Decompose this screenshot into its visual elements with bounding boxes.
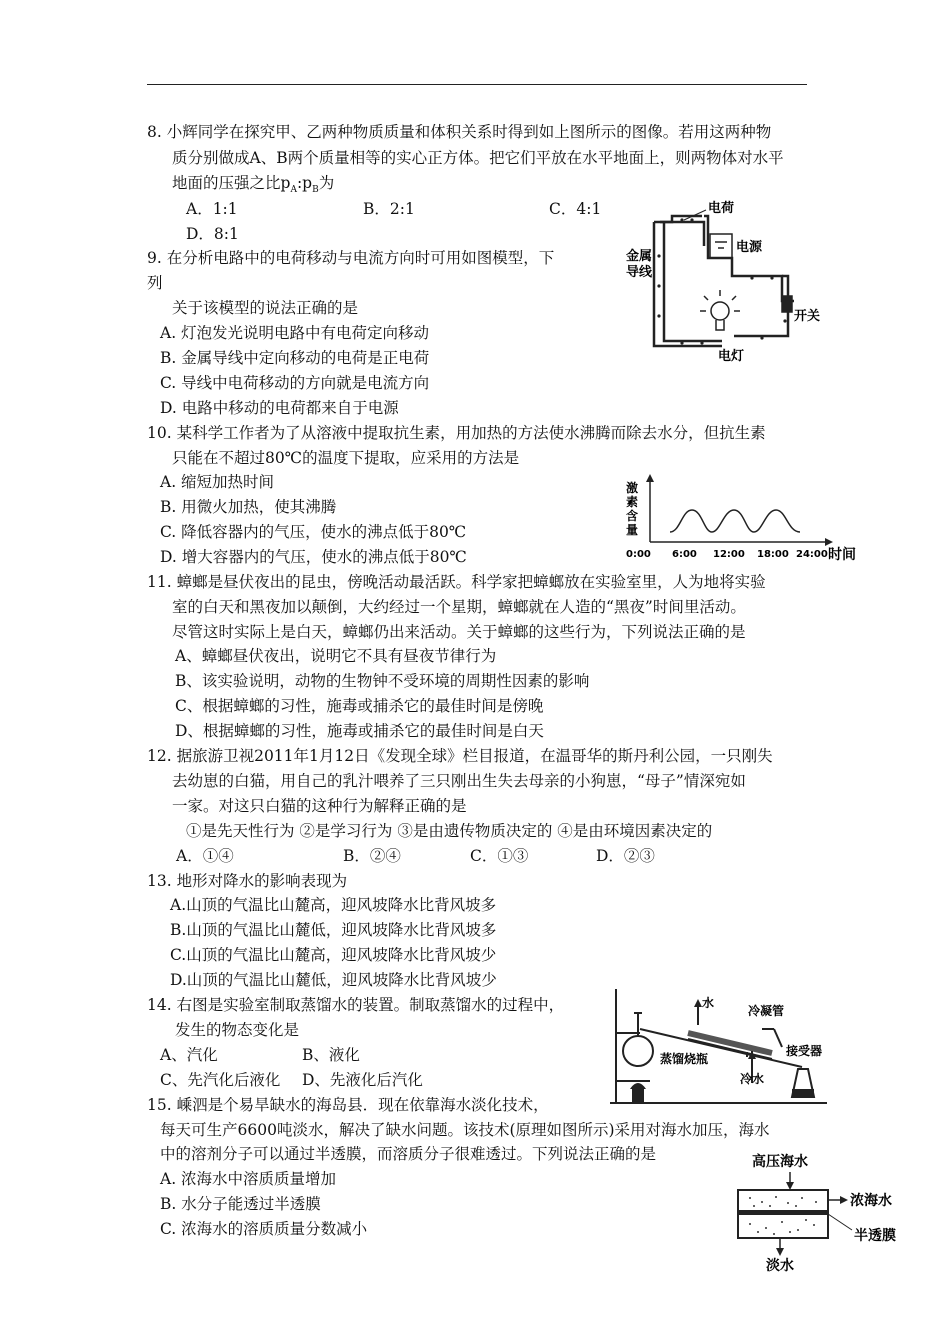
q9-option-d: D. 电路中移动的电荷都来自于电源 [160,399,399,417]
q9-option-b: B. 金属导线中定向移动的电荷是正电荷 [160,349,430,367]
q9-option-c: C. 导线中电荷移动的方向就是电流方向 [160,374,430,392]
label-lamp: 电灯 [718,349,745,364]
ylabel-3: 含 [626,509,639,523]
q8-option-c: C．4:1 [549,200,602,218]
q11-option-d: D、根据蟑螂的习性，施毒或捕杀它的最佳时间是白天 [175,722,544,740]
q9-stem-line-2: 列 [147,274,163,292]
q15-stem-line-2: 每天可生产6600吨淡水，解决了缺水问题。该技术(原理如图所示)采用对海水加压，海水 [160,1121,770,1139]
ylabel-2: 素 [626,495,639,509]
q13-option-b: B.山顶的气温比山麓低，迎风坡降水比背风坡多 [170,921,497,939]
q8-stem-line-2: 质分别做成A、B两个质量相等的实心正方体。把它们平放在水平地面上，则两物体对水平 [172,149,784,167]
q12-option-b: B．②④ [343,847,401,865]
label-high-pressure: 高压海水 [752,1154,808,1170]
header-rule [147,84,807,85]
q10-option-b: B. 用微火加热，使其沸腾 [160,498,337,516]
label-water-out: 水 [702,996,715,1010]
q10-stem-line-1: 10. 某科学工作者为了从溶液中提取抗生素，用加热的方法使水沸腾而除去水分，但抗生素 [147,424,766,442]
q15-option-a: A. 浓海水中溶质质量增加 [160,1170,337,1188]
q11-stem-line-2: 室的白天和黑夜加以颠倒，大约经过一个星期，蟑螂就在人造的“黑夜”时间里活动。 [172,598,746,616]
q15-stem-line-3: 中的溶剂分子可以通过半透膜，而溶质分子很难透过。下列说法正确的是 [160,1145,657,1163]
desalination-diagram [730,1148,920,1274]
ylabel-1: 激 [626,481,639,495]
label-wire-1: 金属 [626,249,653,264]
tick-0: 0:00 [626,549,651,560]
label-fresh-water: 淡水 [766,1258,794,1274]
q11-option-c: C、根据蟑螂的习性，施毒或捕杀它的最佳时间是傍晚 [175,697,544,715]
tick-3: 18:00 [757,549,789,560]
q14-stem-line-2: 发生的物态变化是 [175,1021,300,1039]
q15-option-c: C. 浓海水的溶质质量分数减小 [160,1220,368,1238]
label-concentrated: 浓海水 [850,1193,892,1209]
q11-option-a: A、蟑螂昼伏夜出，说明它不具有昼夜节律行为 [175,647,497,665]
q8-colon: :p [296,174,313,192]
q9-stem-line-1: 9. 在分析电路中的电荷移动与电流方向时可用如图模型，下 [147,249,555,267]
label-condenser: 冷凝管 [748,1004,785,1018]
q12-option-a: A．①④ [176,847,234,865]
hormone-chart [620,470,865,565]
q13-option-a: A.山顶的气温比山麓高，迎风坡降水比背风坡多 [170,896,497,914]
label-membrane: 半透膜 [854,1228,896,1244]
q11-option-b: B、该实验说明，动物的生物钟不受环境的周期性因素的影响 [175,672,590,690]
circuit-diagram [622,196,827,366]
q14-option-a: A、汽化 [160,1046,218,1064]
q12-option-c: C．①③ [470,847,529,865]
label-flask: 蒸馏烧瓶 [660,1052,709,1066]
q10-stem-line-2: 只能在不超过80℃的温度下提取，应采用的方法是 [172,449,520,467]
hormone-chart-svg [620,470,865,565]
q8-option-b: B．2:1 [363,200,415,218]
q11-stem-line-1: 11. 蟑螂是昼伏夜出的昆虫，傍晚活动最活跃。科学家把蟑螂放在实验室里，人为地将实验 [147,573,766,591]
xlabel: 时间 [828,547,856,563]
label-switch: 开关 [794,309,821,324]
q12-option-d: D．②③ [596,847,655,865]
q14-stem-line-1: 14. 右图是实验室制取蒸馏水的装置。制取蒸馏水的过程中， [147,996,565,1014]
tick-4: 24:00 [796,549,828,560]
q8-stem-line-3 [172,173,334,200]
ylabel-4: 量 [626,523,639,537]
q8-stem-end: 为 [318,174,335,192]
label-receiver: 接受器 [786,1044,823,1058]
q8-option-a: A．1:1 [186,200,238,218]
desalination-figure [730,1148,920,1274]
q9-option-a: A. 灯泡发光说明电路中有电荷定向移动 [160,324,430,342]
q8-sub-b: B [312,185,319,196]
tick-1: 6:00 [672,549,697,560]
circuit-figure [622,196,827,366]
q8-sub-a: A [290,185,297,196]
q15-stem-line-1: 15. 嵊泗是个易旱缺水的海岛县．现在依靠海水淡化技术， [147,1096,549,1114]
q10-option-a: A. 缩短加热时间 [160,473,275,491]
label-wire-2: 导线 [626,265,653,280]
q11-stem-line-3: 尽管这时实际上是白天，蟑螂仍出来活动。关于蟑螂的这些行为，下列说法正确的是 [172,623,746,641]
q12-stem-line-3: 一家。对这只白猫的这种行为解释正确的是 [172,797,467,815]
q14-option-d: D、先液化后汽化 [302,1071,423,1089]
q10-option-c: C. 降低容器内的气压，使水的沸点低于80℃ [160,523,467,541]
q14-option-c: C、先汽化后液化 [160,1071,281,1089]
label-cold-water: 冷水 [740,1072,765,1086]
q12-statements: ①是先天性行为 ②是学习行为 ③是由遗传物质决定的 ④是由环境因素决定的 [186,822,713,840]
q9-stem-line-3: 关于该模型的说法正确的是 [172,299,359,317]
tick-2: 12:00 [713,549,745,560]
distillation-diagram [602,985,834,1105]
label-charge: 电荷 [708,201,735,216]
q12-stem-line-2: 去幼崽的白猫，用自己的乳汁喂养了三只刚出生失去母亲的小狗崽，“母子”情深宛如 [172,772,746,790]
q13-option-c: C.山顶的气温比山麓高，迎风坡降水比背风坡少 [170,946,497,964]
q15-option-b: B. 水分子能透过半透膜 [160,1195,321,1213]
label-source: 电源 [736,240,763,255]
q12-stem-line-1: 12. 据旅游卫视2011年1月12日《发现全球》栏目报道，在温哥华的斯丹利公园，一只刚失 [147,747,773,765]
q13-stem: 13. 地形对降水的影响表现为 [147,872,348,890]
q14-option-b: B、液化 [302,1046,360,1064]
q13-option-d: D.山顶的气温比山麓低，迎风坡降水比背风坡少 [170,971,497,989]
q10-option-d: D. 增大容器内的气压，使水的沸点低于80℃ [160,548,467,566]
q8-stem-text: 地面的压强之比p [172,174,291,192]
q8-option-d: D．8:1 [186,225,239,243]
q8-stem-line-1: 8. 小辉同学在探究甲、乙两种物质质量和体积关系时得到如上图所示的图像。若用这两种物 [147,123,772,141]
distillation-figure [602,985,834,1105]
